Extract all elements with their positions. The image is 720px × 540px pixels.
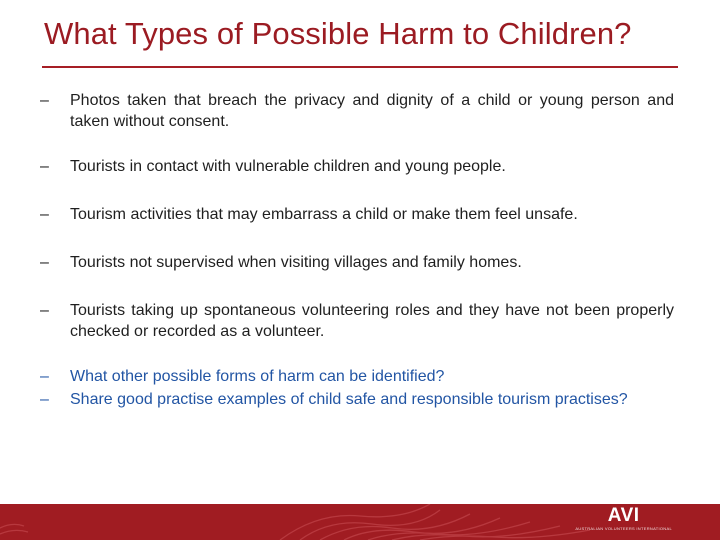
bullet-item: [40, 300, 674, 342]
bullet-dash: –: [40, 391, 49, 408]
logo-mark: AVI: [607, 505, 640, 526]
bullet-text: Tourists not supervised when visiting villages and family homes.: [70, 254, 522, 271]
bullet-item: [40, 90, 674, 132]
bullet-item: [40, 204, 674, 225]
bullet-text: Tourism activities that may embarrass a child or make them feel unsafe.: [70, 206, 578, 223]
bullet-text: Tourists taking up spontaneous volunteering roles and they have not been properly checked or recorded as a volunteer.: [70, 302, 674, 340]
bullet-list: [40, 90, 674, 410]
logo-subtext: AUSTRALIAN VOLUNTEERS INTERNATIONAL: [575, 526, 672, 531]
bullet-dash: –: [40, 92, 49, 109]
bullet-dash: –: [40, 254, 49, 271]
avi-logo: [575, 506, 672, 532]
bullet-dash: –: [40, 158, 49, 175]
bullet-dash: –: [40, 368, 49, 385]
question-item: [40, 366, 674, 387]
bullet-item: [40, 252, 674, 273]
question-item: [40, 389, 674, 410]
bullet-dash: –: [40, 206, 49, 223]
question-text: Share good practise examples of child safe and responsible tourism practises?: [70, 391, 628, 408]
question-text: What other possible forms of harm can be identified?: [70, 368, 445, 385]
bullet-text: Photos taken that breach the privacy and dignity of a child or young person and taken without consent.: [70, 92, 674, 130]
bullet-item: [40, 156, 674, 177]
title-underline: [42, 66, 678, 68]
bullet-dash: –: [40, 302, 49, 319]
slide-title: What Types of Possible Harm to Children?: [44, 16, 632, 51]
bullet-text: Tourists in contact with vulnerable children and young people.: [70, 158, 506, 175]
